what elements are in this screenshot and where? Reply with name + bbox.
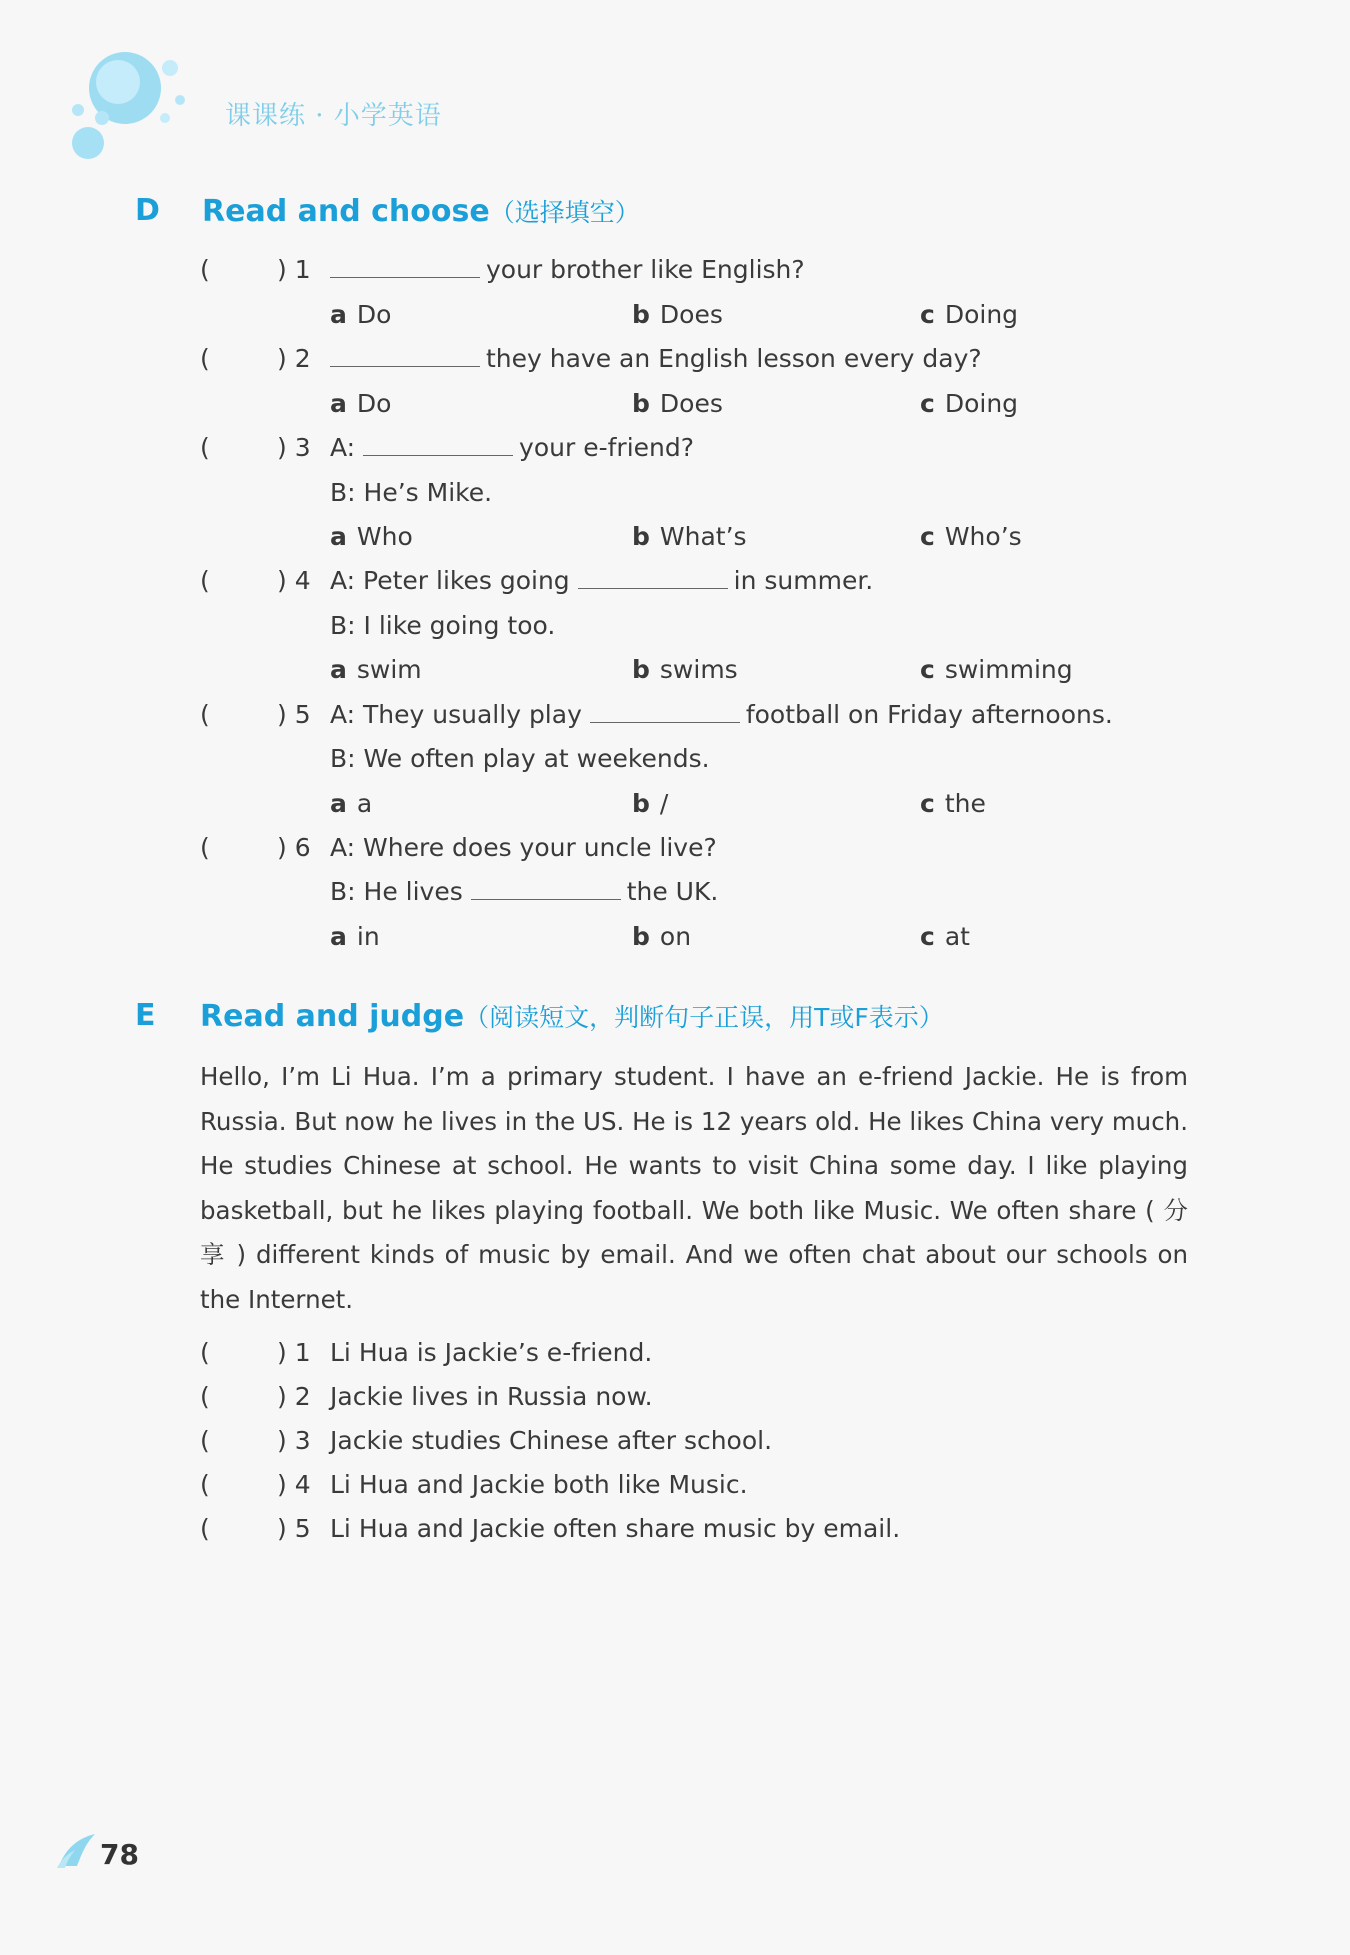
answer-blank bbox=[330, 344, 480, 367]
question-number: ) 3 bbox=[277, 433, 311, 462]
bubbles-decoration bbox=[70, 48, 200, 168]
statement-text: Jackie studies Chinese after school. bbox=[330, 1426, 773, 1455]
question-d5: ( ) 5 A: They usually play football on Friday afternoons. bbox=[200, 700, 1113, 729]
statement-number: ) 1 bbox=[277, 1338, 311, 1367]
dialogue-line: B: He lives the UK. bbox=[330, 877, 719, 906]
question-number: ) 6 bbox=[277, 833, 311, 862]
statement-e4: ( ) 4 Li Hua and Jackie both like Music. bbox=[200, 1470, 748, 1499]
option-b: b Does bbox=[632, 389, 723, 418]
option-c: c Doing bbox=[920, 300, 1019, 329]
option-b: b swims bbox=[632, 655, 738, 684]
section-d-title bbox=[202, 193, 640, 229]
section-e-title-en: Read and judge bbox=[200, 999, 465, 1034]
statement-e5: ( ) 5 Li Hua and Jackie often share music by email. bbox=[200, 1514, 901, 1543]
dialogue-line: B: He’s Mike. bbox=[330, 478, 493, 507]
option-c: c Doing bbox=[920, 389, 1019, 418]
question-d3: ( ) 3 A: your e-friend? bbox=[200, 433, 694, 462]
answer-blank bbox=[578, 566, 728, 589]
option-a: a Who bbox=[330, 522, 413, 551]
question-text: your brother like English? bbox=[330, 255, 805, 284]
option-b: b on bbox=[632, 922, 692, 951]
option-c: c swimming bbox=[920, 655, 1073, 684]
question-text: A: Peter likes going in summer. bbox=[330, 566, 874, 595]
option-a: a in bbox=[330, 922, 380, 951]
statement-text: Jackie lives in Russia now. bbox=[330, 1382, 653, 1411]
statement-number: ) 5 bbox=[277, 1514, 311, 1543]
answer-blank bbox=[471, 877, 621, 900]
question-number: ) 5 bbox=[277, 700, 311, 729]
question-text: they have an English lesson every day? bbox=[330, 344, 982, 373]
statement-e2: ( ) 2 Jackie lives in Russia now. bbox=[200, 1382, 653, 1411]
question-number: ) 1 bbox=[277, 255, 311, 284]
section-d-letter: D bbox=[135, 193, 160, 228]
section-e-title-cn: （阅读短文，判断句子正误，用T或F表示） bbox=[464, 1003, 944, 1032]
question-d1 bbox=[0, 255, 1350, 295]
reading-passage: Hello, I’m Li Hua. I’m a primary student. I have an e-friend Jackie. He is from Russia. But now he lives in the US. He is 12 years old. He likes China very much. He studies Chinese at school. He wants to visit China some day. I like playing basketball, but he likes playing football. We both like Music. We often share ( 分享 ) different kinds of music by email. And we often chat about our schools on the Internet. bbox=[200, 1062, 1188, 1314]
statement-e3: ( ) 3 Jackie studies Chinese after school. bbox=[200, 1426, 773, 1455]
statement-text: Li Hua and Jackie often share music by email. bbox=[330, 1514, 901, 1543]
series-title: 课课练 · 小学英语 bbox=[225, 101, 442, 131]
question-d6: ( ) 6 A: Where does your uncle live? bbox=[200, 833, 717, 862]
option-b: b What’s bbox=[632, 522, 747, 551]
section-e-title bbox=[200, 998, 944, 1034]
option-b: b / bbox=[632, 789, 669, 818]
section-d-title-cn: （选择填空） bbox=[489, 198, 640, 227]
statement-number: ) 4 bbox=[277, 1470, 311, 1499]
option-a: a a bbox=[330, 789, 373, 818]
option-b: b Does bbox=[632, 300, 723, 329]
dialogue-line: B: I like going too. bbox=[330, 611, 556, 640]
statement-number: ) 3 bbox=[277, 1426, 311, 1455]
page-number: 78 bbox=[100, 1838, 139, 1871]
question-text: A: your e-friend? bbox=[330, 433, 694, 462]
question-d2: ( ) 2 they have an English lesson every day? bbox=[200, 344, 982, 373]
question-number: ) 4 bbox=[277, 566, 311, 595]
option-a: a Do bbox=[330, 389, 392, 418]
dialogue-line: B: We often play at weekends. bbox=[330, 744, 710, 773]
question-d4: ( ) 4 A: Peter likes going in summer. bbox=[200, 566, 874, 595]
option-c: c Who’s bbox=[920, 522, 1022, 551]
leaf-icon bbox=[55, 1830, 99, 1870]
answer-blank bbox=[330, 255, 480, 278]
statement-e1: ( ) 1 Li Hua is Jackie’s e-friend. bbox=[200, 1338, 653, 1367]
section-d-title-en: Read and choose bbox=[202, 194, 490, 229]
statement-text: Li Hua is Jackie’s e-friend. bbox=[330, 1338, 653, 1367]
question-number: ) 2 bbox=[277, 344, 311, 373]
option-a: a swim bbox=[330, 655, 422, 684]
option-c: c at bbox=[920, 922, 970, 951]
option-a: a Do bbox=[330, 300, 392, 329]
answer-paren-open: ( bbox=[200, 255, 210, 284]
statement-number: ) 2 bbox=[277, 1382, 311, 1411]
answer-blank bbox=[363, 433, 513, 456]
option-c: c the bbox=[920, 789, 986, 818]
statement-text: Li Hua and Jackie both like Music. bbox=[330, 1470, 748, 1499]
question-text: A: They usually play football on Friday afternoons. bbox=[330, 700, 1113, 729]
answer-blank bbox=[590, 700, 740, 723]
section-e-letter: E bbox=[135, 998, 156, 1033]
question-text: A: Where does your uncle live? bbox=[330, 833, 717, 862]
